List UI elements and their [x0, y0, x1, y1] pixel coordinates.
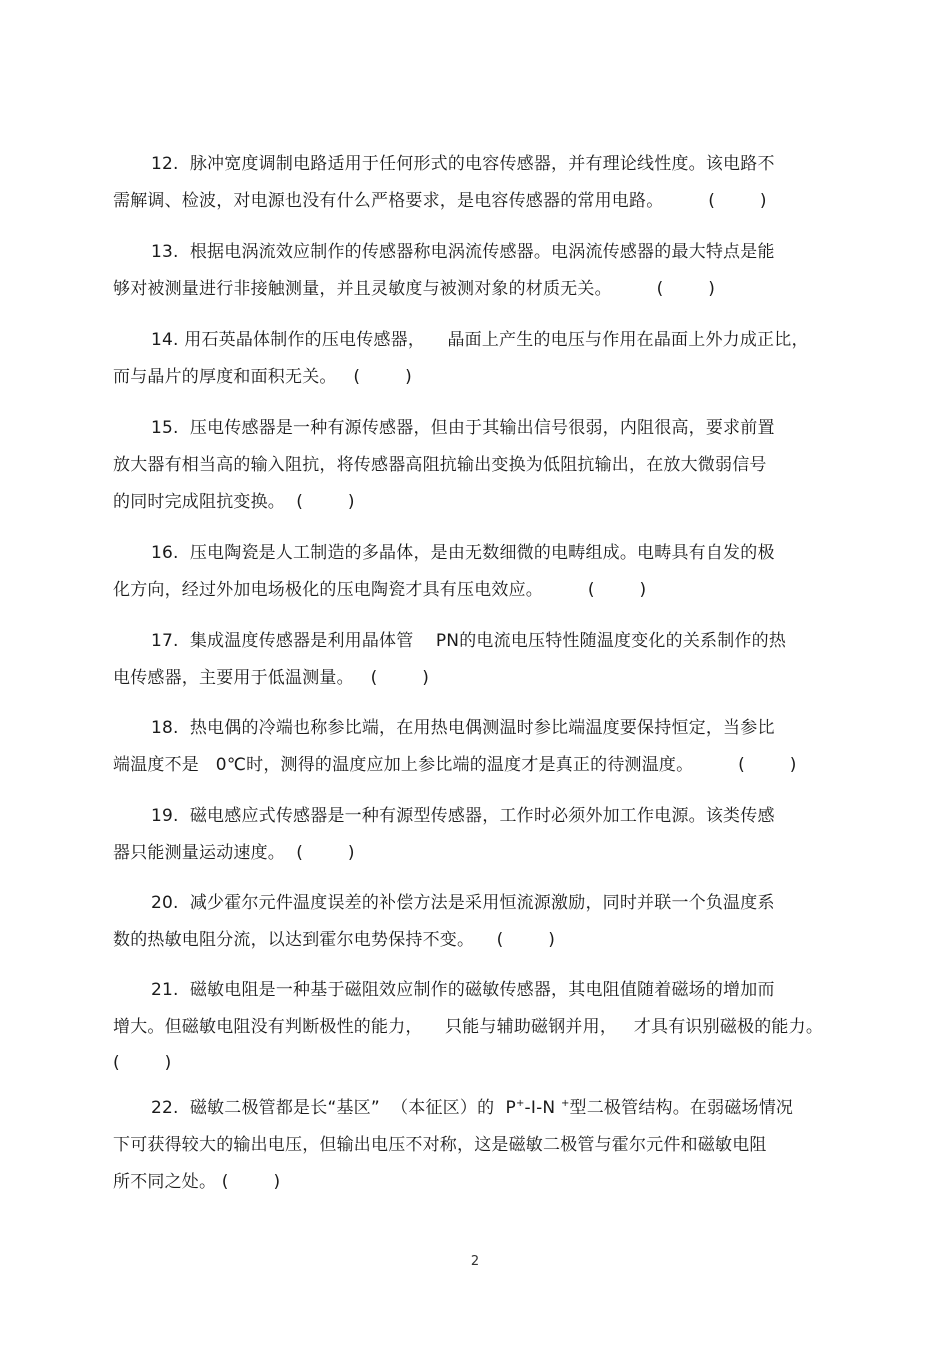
question-12-line-1: 12. 脉冲宽度调制电路适用于任何形式的电容传感器，并有理论线性度。该电路不	[151, 154, 775, 174]
superscript-plus: +	[515, 1098, 525, 1109]
question-21-line-1: 21. 磁敏电阻是一种基于磁阻效应制作的磁敏传感器，其电阻值随着磁场的增加而	[151, 980, 775, 1000]
question-17-line-1: 17. 集成温度传感器是利用晶体管 PN的电流电压特性随温度变化的关系制作的热	[151, 631, 787, 651]
question-20-line-1: 20. 减少霍尔元件温度误差的补偿方法是采用恒流源激励，同时并联一个负温度系	[151, 893, 775, 913]
question-20-line-2: 数的热敏电阻分流，以达到霍尔电势保持不变。 ( )	[113, 930, 556, 950]
question-22-line-3: 所不同之处。 ( )	[113, 1172, 281, 1192]
question-16-line-2: 化方向，经过外加电场极化的压电陶瓷才具有压电效应。 ( )	[113, 580, 647, 600]
question-19-line-2: 器只能测量运动速度。 ( )	[113, 843, 355, 863]
question-18-line-1: 18. 热电偶的冷端也称参比端，在用热电偶测温时参比端温度要保持恒定，当参比	[151, 718, 775, 738]
question-22-text-b: -I-N	[524, 1098, 561, 1118]
question-17-line-2: 电传感器，主要用于低温测量。 ( )	[113, 668, 430, 688]
question-18-line-2: 端温度不是 0℃时，测得的温度应加上参比端的温度才是真正的待测温度。 ( )	[113, 755, 797, 775]
question-15-line-2: 放大器有相当高的输入阻抗，将传感器高阻抗输出变换为低阻抗输出，在放大微弱信号	[113, 455, 767, 475]
question-14-line-2: 而与晶片的厚度和面积无关。 ( )	[113, 367, 412, 387]
question-14-line-1: 14. 用石英晶体制作的压电传感器， 晶面上产生的电压与作用在晶面上外力成正比，	[151, 330, 809, 350]
question-16-line-1: 16. 压电陶瓷是人工制造的多晶体，是由无数细微的电畴组成。电畴具有自发的极	[151, 543, 775, 563]
question-19-line-1: 19. 磁电感应式传感器是一种有源型传感器，工作时必须外加工作电源。该类传感	[151, 806, 775, 826]
question-21-line-2: 增大。但磁敏电阻没有判断极性的能力， 只能与辅助磁钢并用， 才具有识别磁极的能力。	[113, 1017, 824, 1037]
question-22-text-a: 22. 磁敏二极管都是长“基区” （本征区）的 P	[151, 1098, 516, 1118]
question-12-line-2: 需解调、检波，对电源也没有什么严格要求，是电容传感器的常用电路。 ( )	[113, 191, 767, 211]
question-22-line-1	[151, 1097, 793, 1119]
question-22-line-2: 下可获得较大的输出电压，但输出电压不对称，这是磁敏二极管与霍尔元件和磁敏电阻	[113, 1135, 767, 1155]
question-15-line-1: 15. 压电传感器是一种有源传感器，但由于其输出信号很弱，内阻很高，要求前置	[151, 418, 775, 438]
question-21-line-3: ( )	[113, 1053, 172, 1073]
question-22-text-c: 型二极管结构。在弱磁场情况	[569, 1098, 794, 1118]
question-15-line-3: 的同时完成阻抗变换。 ( )	[113, 492, 355, 512]
superscript-plus: +	[560, 1098, 570, 1109]
page-number: 2	[470, 1254, 480, 1269]
question-13-line-1: 13. 根据电涡流效应制作的传感器称电涡流传感器。电涡流传感器的最大特点是能	[151, 242, 775, 262]
question-13-line-2: 够对被测量进行非接触测量，并且灵敏度与被测对象的材质无关。 ( )	[113, 279, 716, 299]
